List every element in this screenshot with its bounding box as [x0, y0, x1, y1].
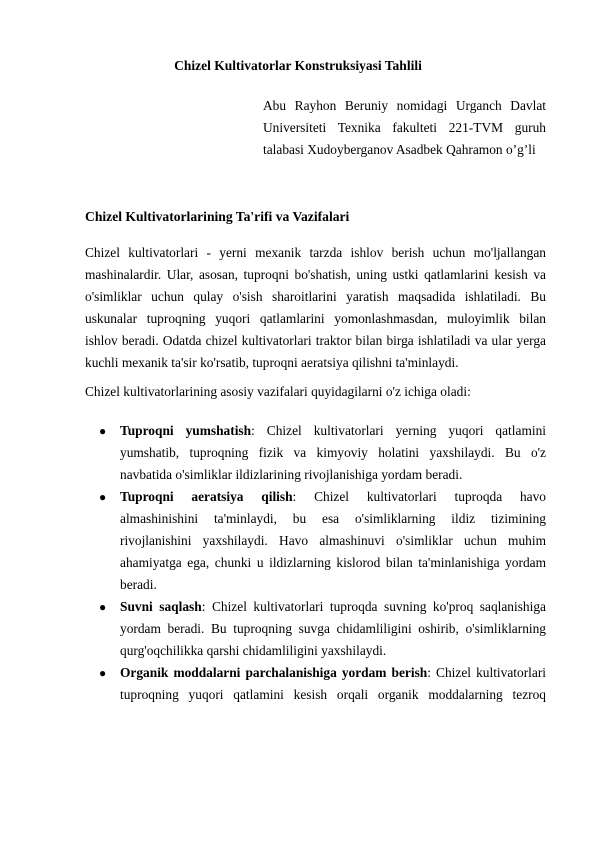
list-item-text: : Chizel kultivatorlari yerning yuqori qatlamini: [251, 423, 546, 438]
paragraph-line: Chizel kultivatorlari - yerni mexanik tarzda ishlov berish uchun mo'ljallangan: [85, 245, 546, 260]
bullet-icon: ●: [99, 490, 107, 504]
list-item-first-line: [120, 486, 546, 508]
bullet-icon: ●: [99, 424, 107, 438]
list-item-first-line: [120, 662, 546, 684]
list-item-line: yumshatib, tuproqning fizik va kimyoviy holatini yaxshilaydi. Bu o'z: [120, 445, 546, 460]
list-item-text: : Chizel kultivatorlari tuproqda havo: [292, 489, 546, 504]
document-title: Chizel Kultivatorlar Konstruksiyasi Tahlili: [174, 58, 422, 73]
bullet-icon: ●: [99, 600, 107, 614]
list-item-line: yordam beradi. Bu tuproqning suvga chidamliligini oshirib, o'simliklarning: [120, 621, 546, 636]
paragraph-intro-list: [85, 381, 546, 403]
paragraph-line: ishlov beradi. Odatda chizel kultivatorlari traktor bilan birga ishlatiladi va ular yerga: [85, 333, 546, 348]
list-item: [85, 596, 546, 662]
list-item-line: navbatida o'simliklar ildizlarining rivojlanishiga yordam beradi.: [120, 467, 463, 482]
bullet-icon: ●: [99, 666, 107, 680]
list-item-line: almashinishini ta'minlaydi, bu esa o'simliklarning ildiz tizimining: [120, 511, 546, 526]
paragraph-line: uskunalar tuproqning yuqori qatlamlarini yomonlashmasdan, muloyimlik bilan: [85, 311, 546, 326]
paragraph-line: kuchli mexanik ta'sir ko'rsatib, tuproqni aeratsiya qilishni ta'minlaydi.: [85, 355, 459, 370]
list-item-line: rivojlanishini yaxshilaydi. Havo almashinuvi o'simliklar uchun muhim: [120, 533, 546, 548]
list-item: [85, 662, 546, 706]
list-item: [85, 486, 546, 596]
list-item-text: : Chizel kultivatorlari: [427, 665, 546, 680]
list-item-line: tuproqning yuqori qatlamini kesish orqali organik moddalarning tezroq: [120, 687, 546, 702]
list-item-first-line: [120, 420, 546, 442]
list-item-line: beradi.: [120, 577, 157, 592]
paragraph-line: o'simliklar uchun qulay o'sish sharoitlarini yaratish maqsadida ishlatiladi. Bu: [85, 289, 546, 304]
list-item-term: Suvni saqlash: [120, 599, 202, 614]
author-line: talabasi Xudoyberganov Asadbek Qahramon o’g’li: [263, 142, 536, 157]
list-item: [85, 420, 546, 486]
list-item-term: Tuproqni yumshatish: [120, 423, 252, 438]
list-item-line: ahamiyatga ega, chunki u ildizlarning kislorod bilan ta'minlanishiga yordam: [120, 555, 546, 570]
list-item-term: Tuproqni aeratsiya qilish: [120, 489, 293, 504]
author-line: Universiteti Texnika fakulteti 221-TVM guruh: [263, 120, 546, 135]
author-block: [263, 95, 546, 161]
paragraph-line: mashinalardir. Ular, asosan, tuproqni bo'shatish, uning ustki qatlamlarini kesish va: [85, 267, 546, 282]
section-heading: Chizel Kultivatorlarining Ta'rifi va Vazifalari: [85, 209, 350, 224]
tasks-list: [85, 420, 546, 706]
list-item-term: Organik moddalarni parchalanishiga yordam berish: [120, 665, 428, 680]
list-item-line: qurg'oqchilikka qarshi chidamliligini yaxshilaydi.: [120, 643, 387, 658]
list-item-text: : Chizel kultivatorlari tuproqda suvning ko'proq saqlanishiga: [201, 599, 546, 614]
paragraph-definition: [85, 242, 546, 374]
paragraph-line: Chizel kultivatorlarining asosiy vazifalari quyidagilarni o'z ichiga oladi:: [85, 384, 471, 399]
author-line: Abu Rayhon Beruniy nomidagi Urganch Davlat: [263, 98, 546, 113]
list-item-first-line: [120, 596, 546, 618]
